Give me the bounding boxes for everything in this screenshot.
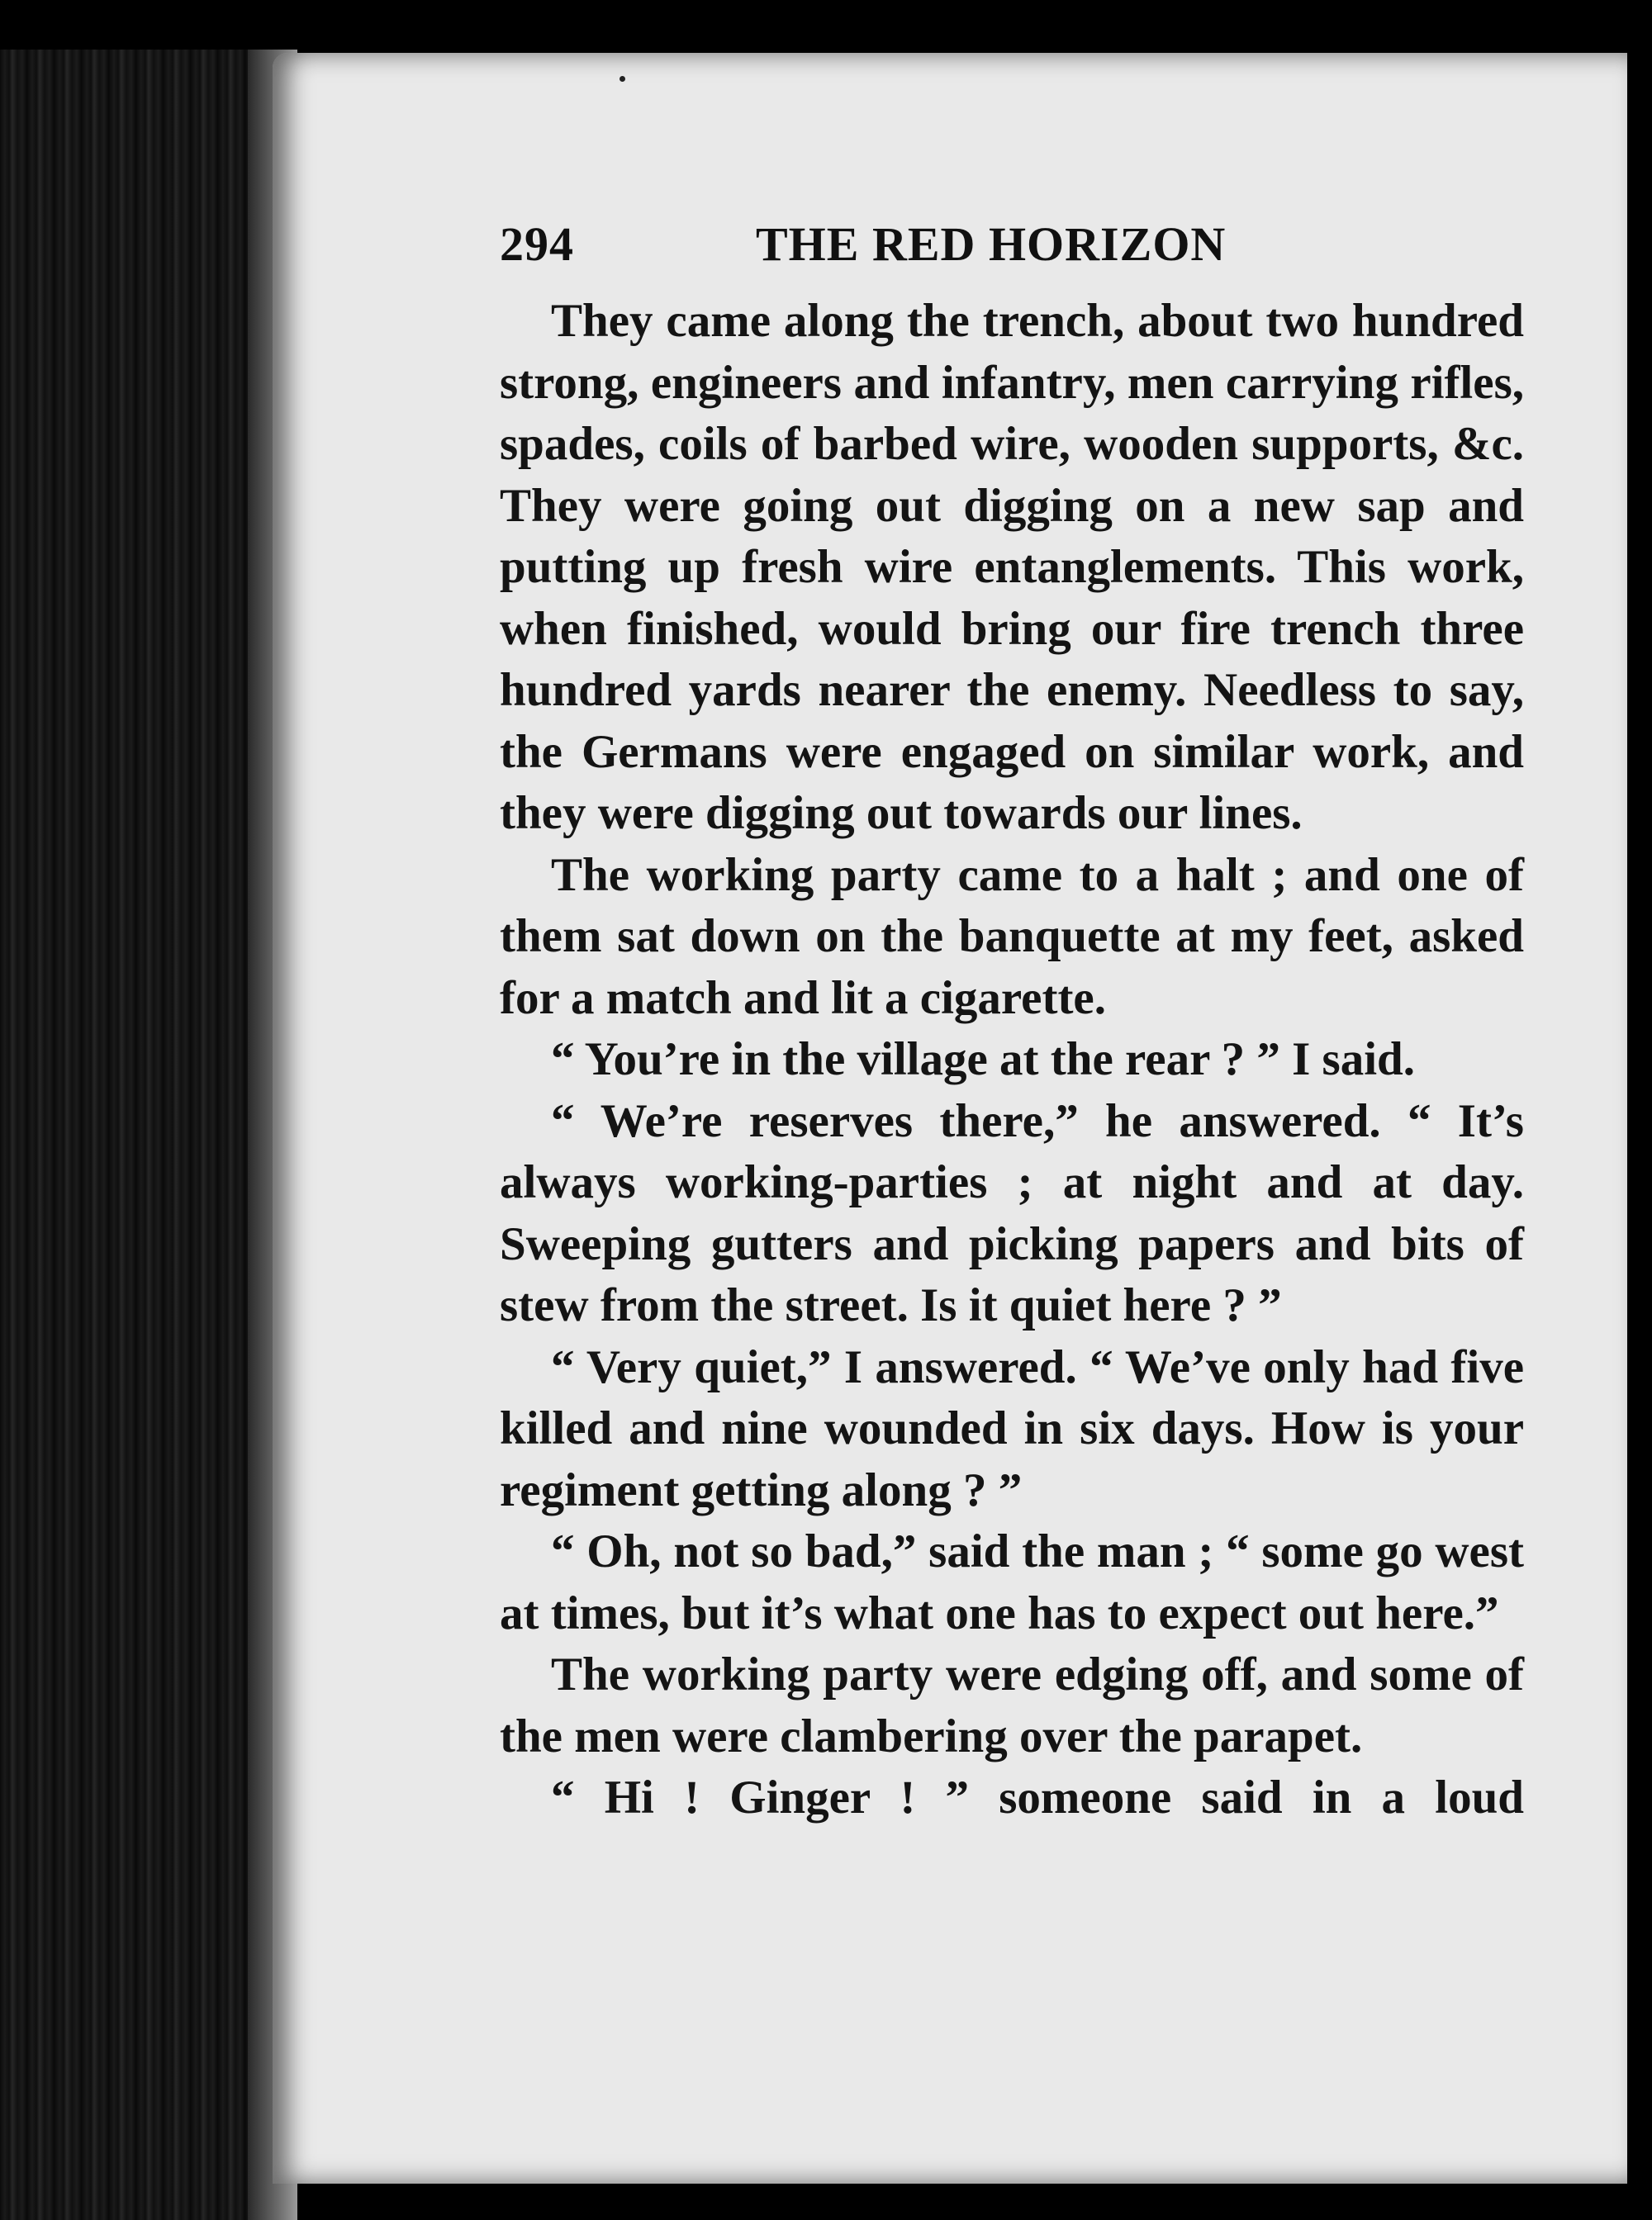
paragraph: The working party were edging off, and some of the men were clambering over the parapet. [500,1648,1524,1762]
paragraph: The working party came to a halt ; and one of them sat down on the banquette at my feet, asked for a match and lit a cigarette. [500,848,1524,1024]
book-title-header: THE RED HORIZON [756,217,1227,271]
paragraph: “ You’re in the village at the rear ? ” I said. [551,1033,1416,1085]
body-text [500,291,1524,1829]
paragraph: “ We’re reserves there,” he answered. “ It’s always working-parties ; at night and at day. Sweeping gutters and picking papers and bits of stew from the street. Is it quiet here ? ” [500,1094,1524,1331]
ink-speck [620,76,625,82]
paragraph: They came along the trench, about two hundred strong, engineers and infantry, men carrying rifles, spades, coils of barbed wire, wooden supports, &c. They were going out digging on a new sap and putting up fresh wire entanglements. This work, when finished, would bring our fire trench three hundred yards nearer the enemy. Needless to say, the Germans were engaged on similar work, and they were digging out towards our lines. [500,295,1524,839]
running-head [500,216,1524,274]
page-number: 294 [500,217,574,271]
paragraph: “ Very quiet,” I answered. “ We’ve only had five killed and nine wounded in six days. How is your regiment getting along ? ” [500,1340,1524,1516]
paragraph: “ Hi ! Ginger ! ” someone said in a loud [551,1772,1524,1824]
paragraph: “ Oh, not so bad,” said the man ; “ some go west at times, but it’s what one has to expect out here.” [500,1525,1524,1639]
book-spine-edge [0,50,297,2220]
